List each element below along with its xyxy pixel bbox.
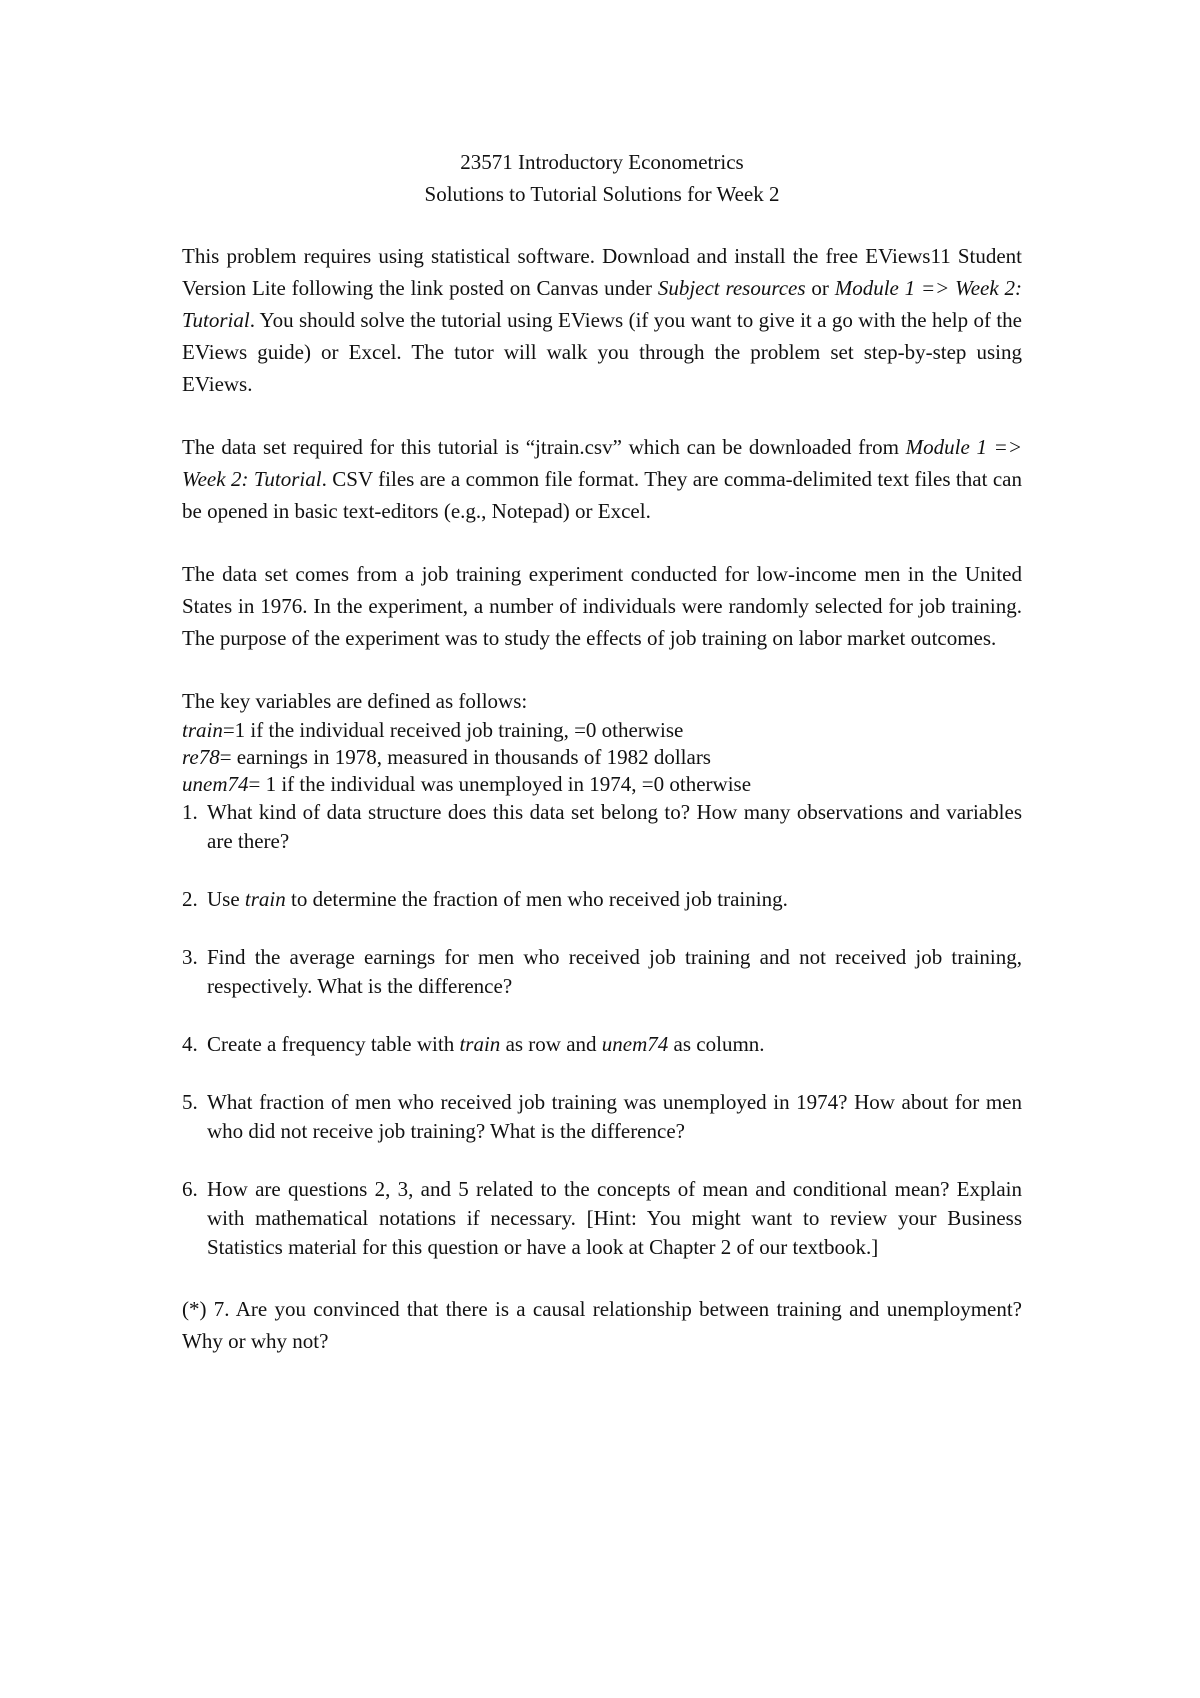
question-number: 6.: [182, 1177, 198, 1201]
question-5: [182, 1088, 1022, 1146]
intro-text-part-3: . You should solve the tutorial using EViews (if you want to give it a go with the help of the EViews guide) or Excel. The tutor will walk you through the problem set step-by-step using EViews.: [182, 308, 1022, 396]
intro-paragraph-dataset: [182, 431, 1022, 527]
question-text: Find the average earnings for men who received job training and not received job training, respectively. What is the difference?: [207, 945, 1022, 998]
question-4-part-2: as row and: [500, 1032, 602, 1056]
key-variables-heading: The key variables are defined as follows:: [182, 689, 528, 713]
subject-resources-ref: Subject resources: [657, 276, 806, 300]
question-6: [182, 1175, 1022, 1262]
question-list: [182, 798, 1022, 1262]
document-body: [182, 146, 1022, 1357]
intro-text-part-2: or: [805, 276, 835, 300]
var-train-name: train: [182, 718, 223, 742]
variable-definitions: [182, 717, 772, 798]
question-text: How are questions 2, 3, and 5 related to the concepts of mean and conditional mean? Explain with mathematical notations if necessary. [Hint: You might want to review your Business Statistics material for this question or have a look at Chapter 2 of our textbook.]: [207, 1177, 1022, 1259]
question-number: 4.: [182, 1032, 198, 1056]
dataset-text-part-1: The data set required for this tutorial is “jtrain.csv” which can be downloaded from: [182, 435, 906, 459]
intro-text-part-1: This problem requires using statistical software. Download and install the free EViews11 Student Version Lite following the link posted on Canvas under: [182, 244, 1022, 300]
intro-paragraph-software: [182, 240, 1022, 400]
question-3: [182, 943, 1022, 1001]
question-text: What fraction of men who received job training was unemployed in 1974? How about for men who did not receive job training? What is the difference?: [207, 1090, 1022, 1143]
question-4-part-3: as column.: [668, 1032, 765, 1056]
question-1: [182, 798, 1022, 856]
question-text: [207, 1030, 1022, 1059]
var-unem74-name: unem74: [182, 772, 249, 796]
question-4-unem74: unem74: [601, 1032, 669, 1056]
var-unem74-def: = 1 if the individual was unemployed in 1974, =0 otherwise: [248, 772, 752, 796]
question-text: [207, 885, 1022, 914]
var-re78-def: = earnings in 1978, measured in thousands of 1982 dollars: [219, 745, 711, 769]
question-number: 5.: [182, 1090, 198, 1114]
document-header: [182, 146, 1022, 210]
question-number: 2.: [182, 887, 198, 911]
question-4-train: train: [459, 1032, 501, 1056]
question-number: 3.: [182, 945, 198, 969]
module-week-ref: Module 1 => Week 2: Tutorial: [182, 276, 1022, 332]
document-subtitle: Solutions to Tutorial Solutions for Week 2: [424, 182, 780, 206]
question-2: [182, 885, 1022, 914]
dataset-module-ref: Module 1 => Week 2: Tutorial: [182, 435, 1022, 491]
question-2-train: train: [244, 887, 286, 911]
question-4-part-1: Create a frequency table with: [207, 1032, 460, 1056]
var-re78-name: re78: [182, 745, 220, 769]
question-number: 1.: [182, 800, 198, 824]
question-2-part-2: to determine the fraction of men who received job training.: [285, 887, 788, 911]
dataset-text-part-2: . CSV files are a common file format. They are comma-delimited text files that can be opened in basic text-editors (e.g., Notepad) or Excel.: [182, 467, 1022, 523]
intro-paragraph-experiment: The data set comes from a job training experiment conducted for low-income men in the United States in 1976. In the experiment, a number of individuals were randomly selected for job training. The purpose of the experiment was to study the effects of job training on labor market outcomes.: [182, 562, 1022, 650]
question-7: (*) 7. Are you convinced that there is a causal relationship between training and unemployment? Why or why not?: [182, 1297, 1022, 1353]
question-text: What kind of data structure does this data set belong to? How many observations and variables are there?: [207, 800, 1022, 853]
var-train-def: =1 if the individual received job training, =0 otherwise: [222, 718, 684, 742]
course-title: 23571 Introductory Econometrics: [460, 150, 744, 174]
question-2-part-1: Use: [207, 887, 245, 911]
question-4: [182, 1030, 1022, 1059]
